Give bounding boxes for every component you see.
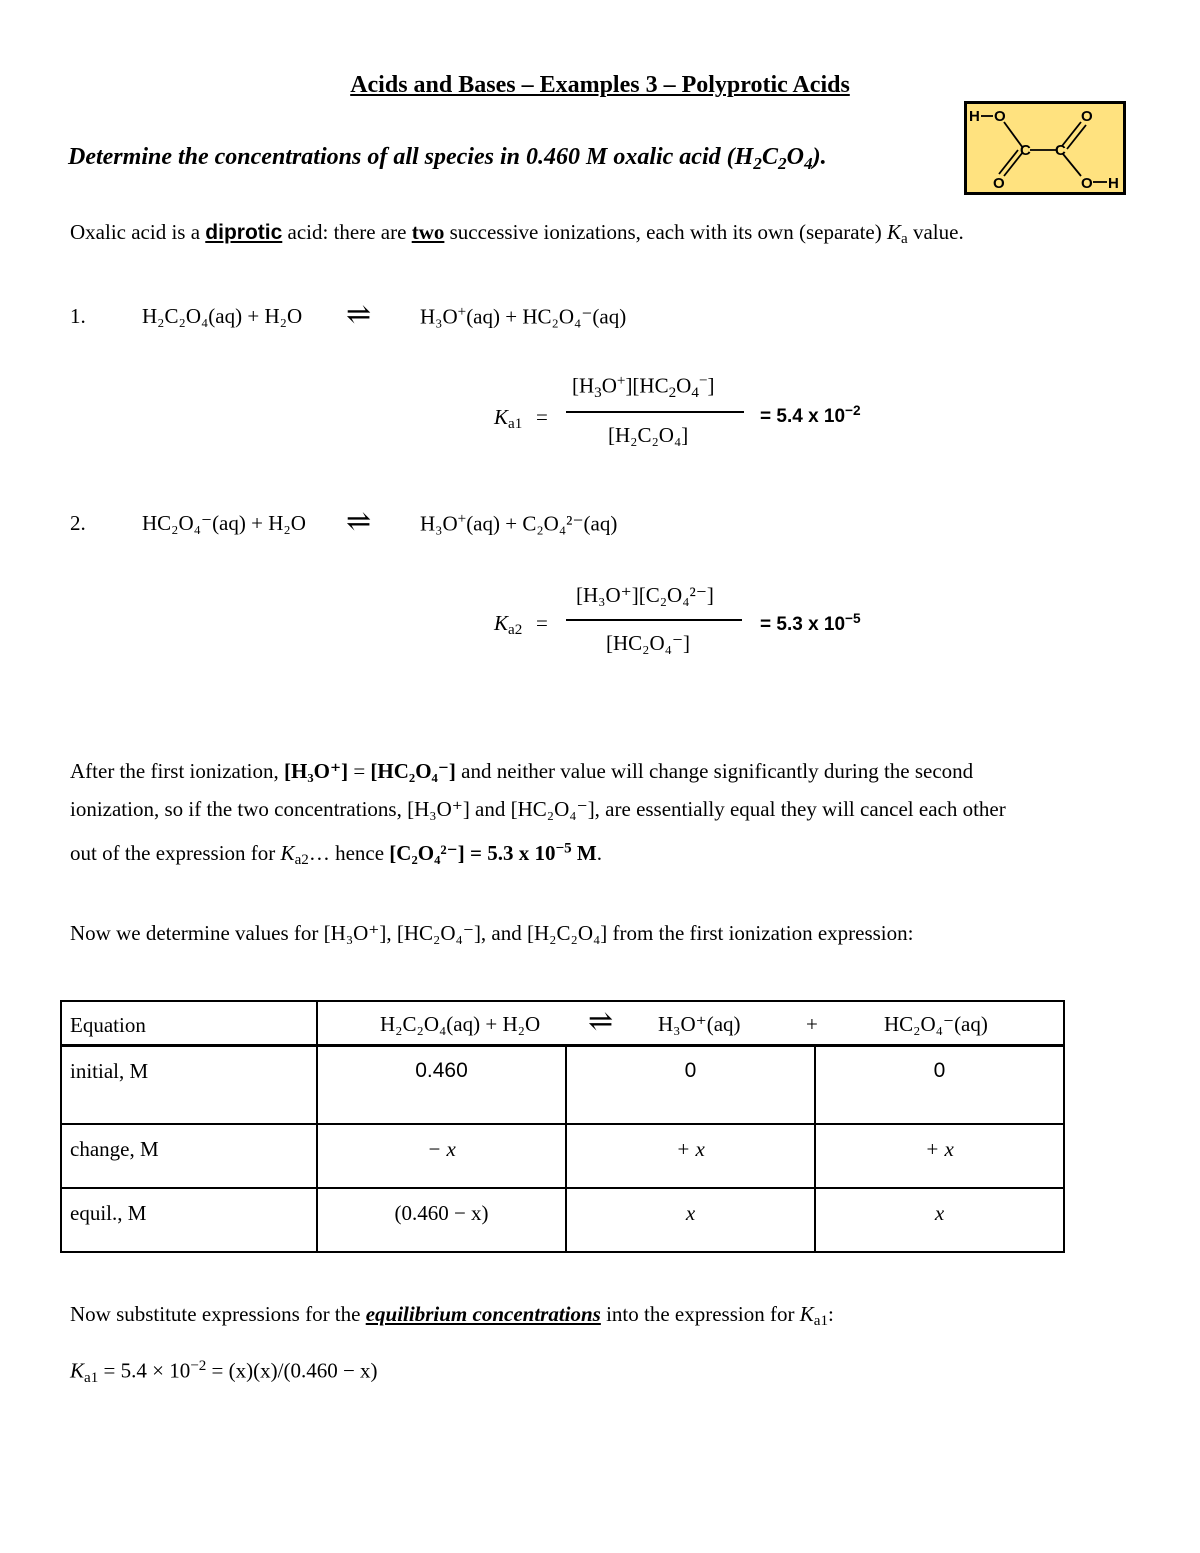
after-text: = (348, 759, 371, 783)
atom-label: O (1081, 108, 1093, 125)
num-sub: 4 (691, 384, 699, 401)
ka2-value (760, 611, 861, 636)
ka1-equals: = (536, 405, 548, 429)
page-title: Acids and Bases – Examples 3 – Polyprotic Acids (350, 72, 850, 98)
product-text: (aq) + C₂O₄²⁻(aq) (466, 511, 618, 536)
reaction-2-products (420, 511, 617, 537)
intro-text: acid: there are (282, 220, 412, 244)
ka1-denominator: [H₂C₂O₄] (608, 423, 689, 447)
atom-label: O (1081, 175, 1093, 192)
ka1-symbol (494, 405, 522, 433)
num-text: ][HC (625, 373, 669, 398)
prompt-text: Determine the concentrations of all species in 0.460 M oxalic acid (H (68, 144, 754, 170)
equilibrium-arrow-icon: ⇌ (346, 298, 372, 331)
final-expression (70, 1358, 378, 1387)
after-bold: [C₂O₄²⁻] = 5.3 x 10 (389, 841, 556, 865)
after-line-2: ionization, so if the two concentrations, [H₃O⁺] and [HC₂O₄⁻], are essentially equal they will cancel each other (70, 797, 1006, 821)
reaction-2-reactants: HC₂O₄⁻(aq) + H₂O (142, 511, 306, 535)
now-determine-line: Now we determine values for [H₃O⁺], [HC₂O₄⁻], and [H₂C₂O₄] from the first ionization expression: (70, 921, 914, 945)
prompt-sub: 2 (753, 153, 762, 173)
change-cell: + x (815, 1124, 1064, 1188)
atom-label: H (969, 108, 980, 125)
prompt-text: ). (812, 144, 827, 170)
substitute-text: : (828, 1302, 834, 1326)
table-header-row (61, 1001, 1064, 1046)
num-sub: 2 (668, 384, 677, 401)
product-charge: + (457, 304, 467, 320)
num-text: ] (707, 373, 715, 398)
initial-cell: 0 (815, 1046, 1064, 1125)
value-text: = 5.3 x 10 (760, 613, 846, 635)
row-label: initial, M (61, 1046, 317, 1125)
reaction-2-number: 2. (70, 511, 86, 535)
equil-cell: (0.460 − x) (317, 1188, 566, 1252)
k-symbol: K (494, 611, 509, 635)
ka2-equals: = (536, 611, 548, 635)
intro-emphasis: two (411, 220, 445, 244)
intro-text: value. (907, 220, 964, 244)
ka1-fraction-bar (566, 411, 744, 413)
intro-paragraph (70, 220, 964, 248)
after-line-1 (70, 758, 973, 784)
k-symbol: K (70, 1358, 85, 1383)
reaction-1-reactants: H₂C₂O₄(aq) + H₂O (142, 304, 303, 328)
num-sub: 3 (594, 384, 602, 401)
after-bold: [H₃O⁺] (284, 759, 349, 783)
num-text: O (601, 373, 617, 398)
row-label: change, M (61, 1124, 317, 1188)
k-sub: a1 (508, 416, 523, 433)
after-bold: M (571, 841, 597, 865)
intro-emphasis: diprotic (205, 221, 283, 244)
molecule-drawing (967, 104, 1123, 192)
row-label: equil., M (61, 1188, 317, 1252)
ka2-denominator: [HC₂O₄⁻] (606, 631, 691, 655)
product-text: (aq) + HC₂O₄⁻(aq) (466, 304, 627, 329)
substitute-line (70, 1302, 834, 1330)
oxalic-acid-structure (964, 101, 1126, 195)
ka2-symbol (494, 611, 522, 639)
after-line-3 (70, 840, 602, 869)
intro-k-symbol: K (887, 220, 902, 244)
k-symbol: K (494, 405, 509, 429)
num-sup: − (698, 373, 708, 389)
k-sub: a1 (84, 1369, 99, 1386)
atom-label: C (1020, 142, 1031, 159)
final-text: = 5.4 × 10 (98, 1358, 191, 1383)
after-text: . (596, 841, 602, 865)
ice-table (60, 1000, 1065, 1253)
substitute-emphasis: equilibrium concentrations (365, 1302, 601, 1326)
after-bold: [HC₂O₄⁻] (370, 759, 456, 783)
substitute-text: Now substitute expressions for the (70, 1302, 366, 1326)
final-exponent: −2 (190, 1358, 207, 1374)
after-text: … hence (308, 841, 390, 865)
prompt-text: C (761, 144, 778, 170)
ka1-numerator (572, 373, 714, 402)
product-text: H₃O (420, 511, 458, 536)
equilibrium-arrow-icon: ⇌ (588, 1005, 614, 1038)
k-symbol: K (799, 1302, 814, 1326)
num-sup: + (616, 373, 626, 389)
atom-label: H (1108, 175, 1119, 192)
table-row (61, 1188, 1064, 1252)
after-text: After the first ionization, (70, 759, 285, 783)
num-text: O (676, 373, 692, 398)
initial-cell: 0 (566, 1046, 815, 1125)
value-exponent: −2 (845, 403, 861, 418)
after-text: and neither value will change significantly during the second (455, 759, 974, 783)
equil-cell: x (815, 1188, 1064, 1252)
intro-text: Oxalic acid is a (70, 220, 206, 244)
after-text: out of the expression for (70, 841, 281, 865)
final-text: = (x)(x)/(0.460 − x) (206, 1358, 378, 1383)
intro-text: successive ionizations, each with its own (separate) (444, 220, 887, 244)
substitute-text: into the expression for (600, 1302, 800, 1326)
product-charge: + (457, 511, 467, 527)
k-sub: a2 (294, 852, 309, 869)
prompt-sub: 4 (803, 153, 813, 173)
prompt-sub: 2 (777, 153, 787, 173)
equation-product-1: H₃O⁺(aq) (658, 1012, 741, 1036)
atom-label: O (994, 108, 1006, 125)
table-equation-cell (317, 1001, 1064, 1046)
ka2-numerator: [H₃O⁺][C₂O₄²⁻] (576, 583, 714, 607)
ka2-fraction-bar (566, 619, 742, 621)
k-sub: a1 (813, 1313, 828, 1330)
initial-cell: 0.460 (317, 1046, 566, 1125)
equation-product-2: HC₂O₄⁻(aq) (884, 1012, 988, 1036)
table-row (61, 1046, 1064, 1125)
table-row (61, 1124, 1064, 1188)
product-text: H₃O (420, 304, 458, 329)
after-exponent: −5 (555, 840, 572, 857)
reaction-1-products (420, 304, 626, 330)
ka1-value (760, 403, 861, 428)
equil-cell: x (566, 1188, 815, 1252)
num-text: [H (572, 373, 595, 398)
change-cell: − x (317, 1124, 566, 1188)
atom-label: C (1055, 142, 1066, 159)
atom-label: O (993, 175, 1005, 192)
prompt-text: O (786, 144, 804, 170)
equation-reactants: H₂C₂O₄(aq) + H₂O (380, 1012, 541, 1036)
change-cell: + x (566, 1124, 815, 1188)
table-header-label: Equation (61, 1001, 317, 1046)
intro-k-sub: a (901, 231, 908, 248)
k-symbol: K (280, 841, 295, 865)
reaction-1-number: 1. (70, 304, 86, 328)
equilibrium-arrow-icon: ⇌ (346, 505, 372, 538)
value-text: = 5.4 x 10 (760, 405, 846, 427)
equation-plus: + (806, 1012, 818, 1036)
k-sub: a2 (508, 622, 523, 639)
problem-prompt (68, 144, 827, 174)
value-exponent: −5 (845, 611, 861, 626)
